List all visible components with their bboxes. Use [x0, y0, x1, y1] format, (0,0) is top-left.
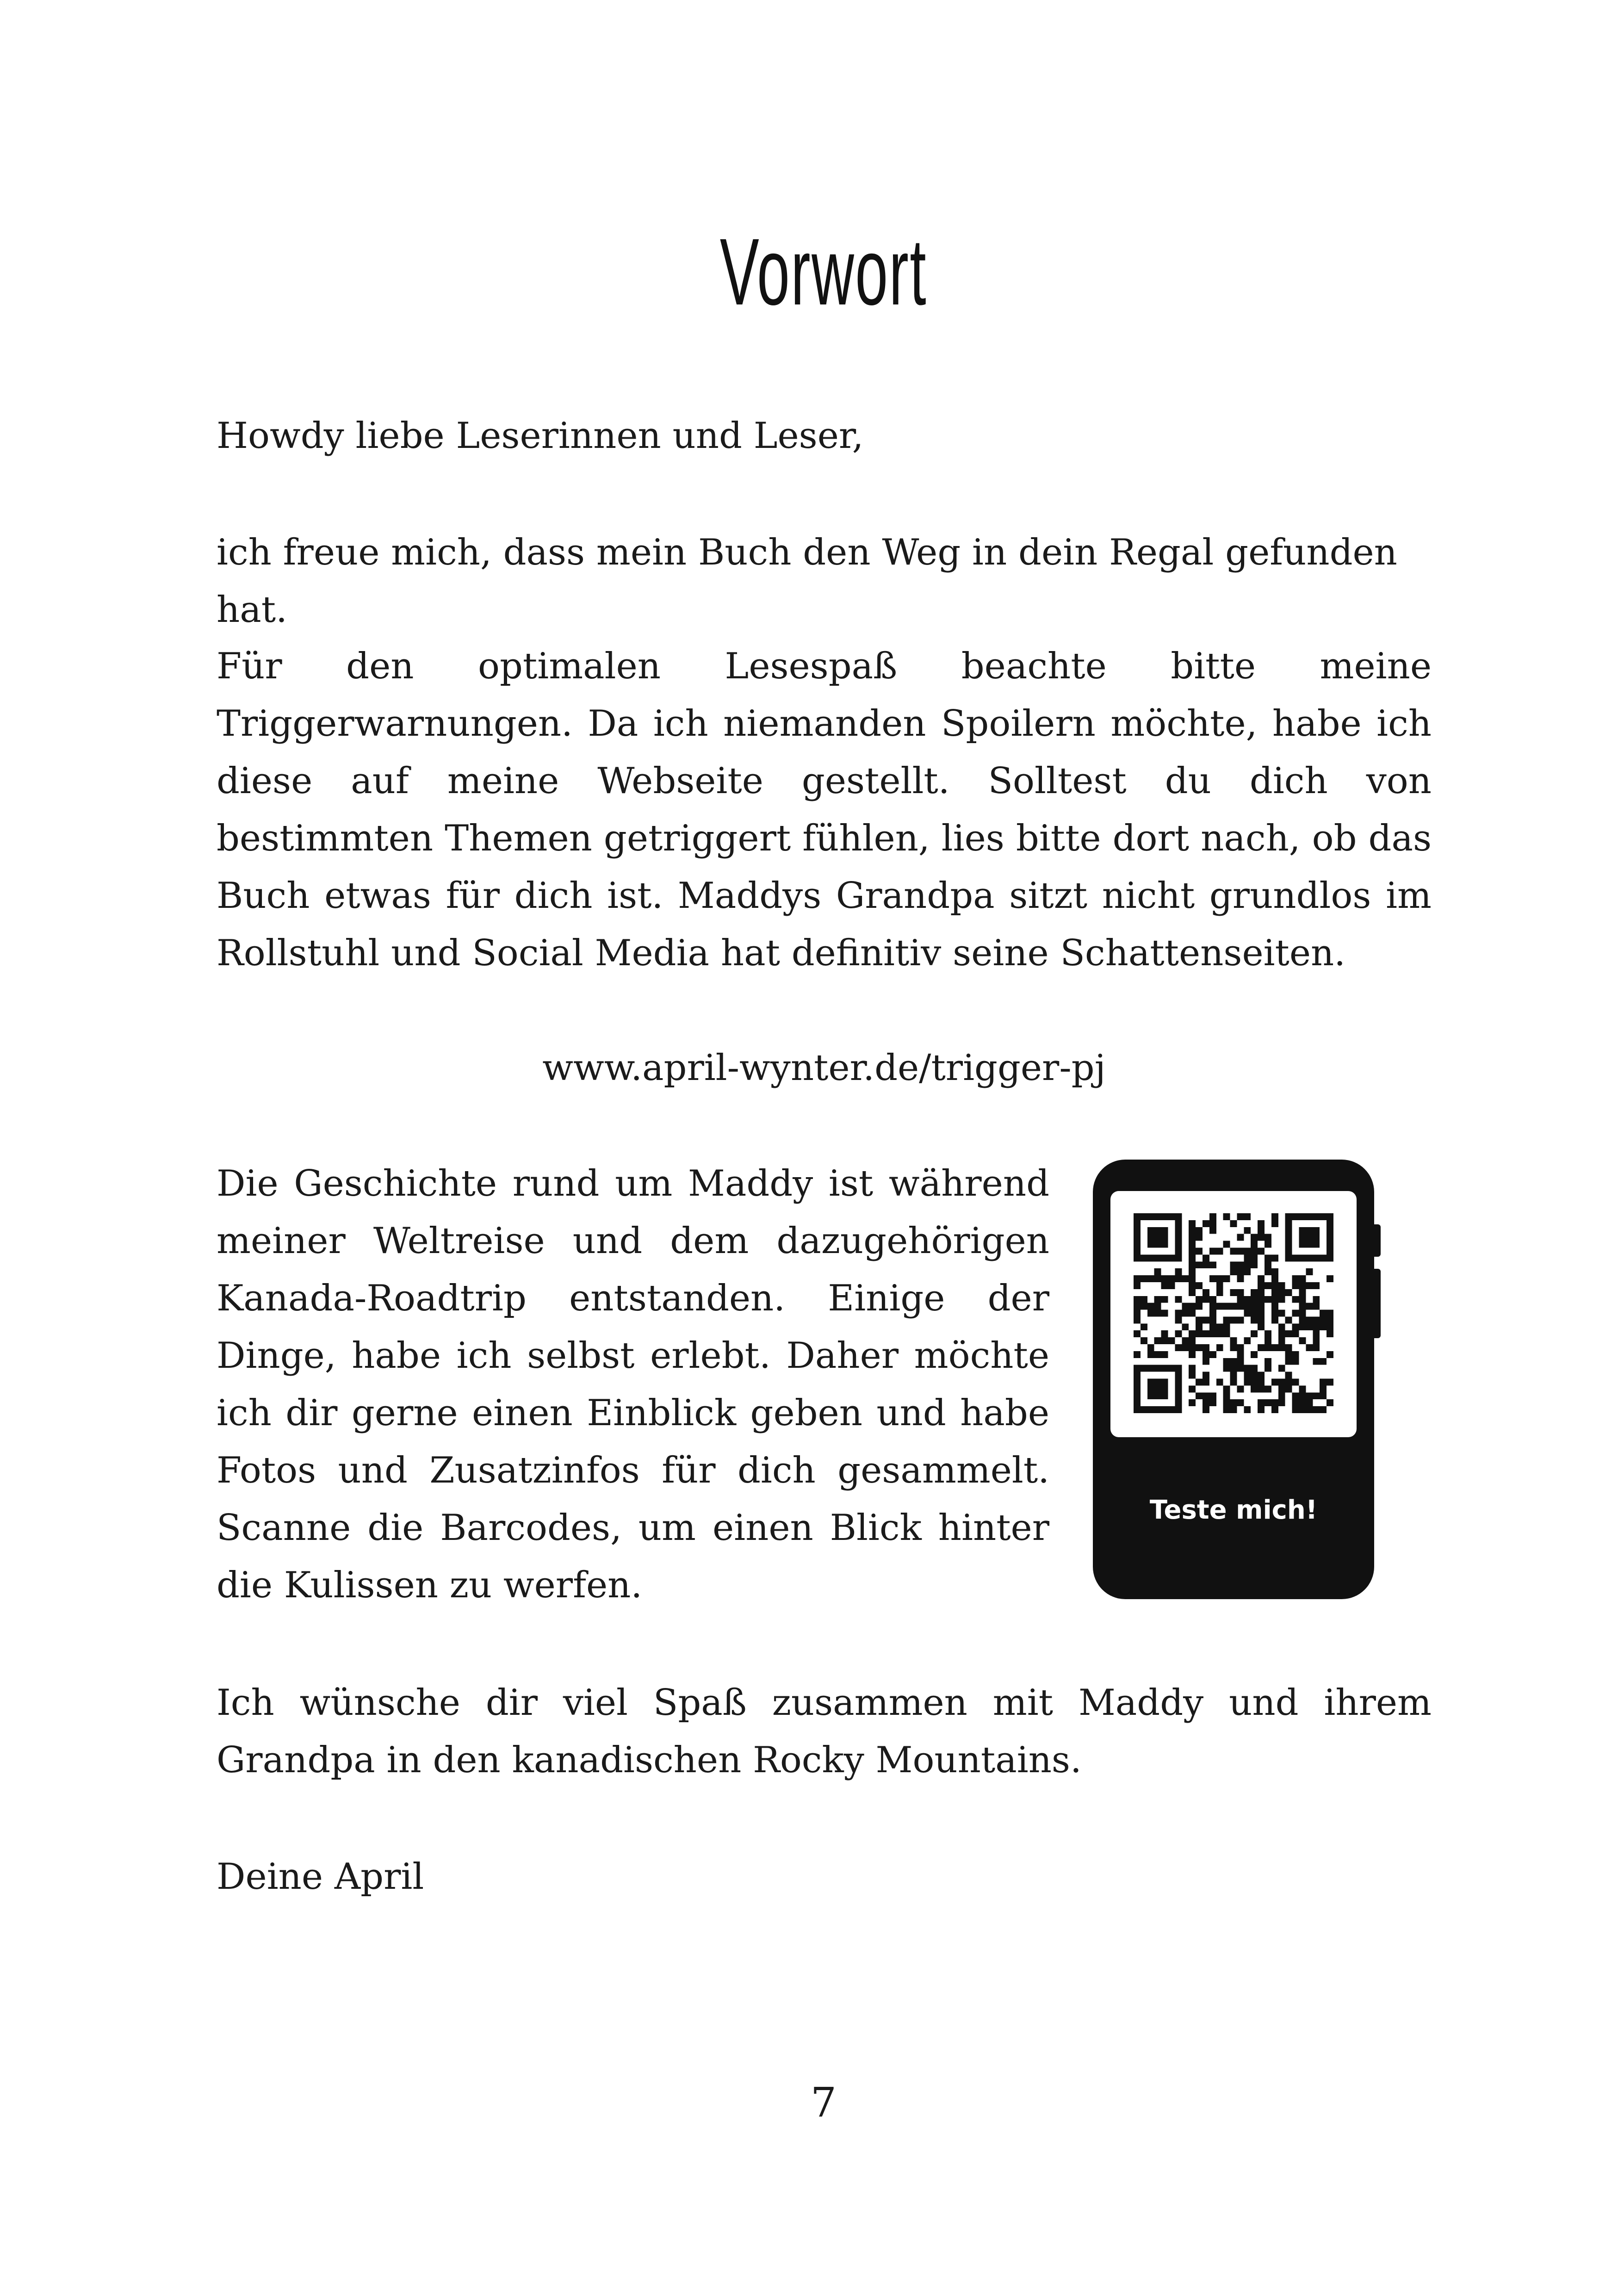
phone-qr-widget[interactable]	[1093, 1160, 1374, 1599]
story-paragraph: Die Geschichte rund um Maddy ist während meiner Weltreise und dem dazugehörigen Kanada-Roadtrip entstanden. Einige der Dinge, habe ich selbst erlebt. Daher möchte ich dir gerne einen Einblick geben und habe Fotos und Zusatzinfos für dich gesammelt. Scanne die Barcodes, um einen Blick hinter die Kulissen zu werfen.	[217, 1163, 1049, 1606]
intro-paragraph: ich freue mich, dass mein Buch den Weg in dein Regal gefunden hat.	[217, 532, 1397, 631]
trigger-url-link[interactable]: www.april-wynter.de/trigger-pj	[542, 1047, 1106, 1089]
phone-side-button	[1370, 1224, 1381, 1257]
qr-code-icon[interactable]	[1134, 1213, 1333, 1413]
phone-label: Teste mich!	[1149, 1495, 1318, 1525]
signature: Deine April	[217, 1856, 424, 1898]
closing-wish-paragraph: Ich wünsche dir viel Spaß zusammen mit Maddy und ihrem Grandpa in den kanadischen Rocky Mountains.	[217, 1682, 1432, 1781]
greeting-paragraph: Howdy liebe Leserinnen und Leser,	[217, 415, 864, 457]
page-number: 7	[811, 2079, 837, 2126]
trigger-warning-paragraph: Für den optimalen Lesespaß beachte bitte meine Triggerwarnungen. Da ich niemanden Spoilern möchte, habe ich diese auf meine Webseite gestellt. Solltest du dich von bestimmten Themen getriggert fühlen, lies bitte dort nach, ob das Buch etwas für dich ist. Maddys Grandpa sitzt nicht grundlos im Rollstuhl und Social Media hat definitiv seine Schattenseiten.	[217, 645, 1432, 974]
phone-screen	[1110, 1191, 1357, 1437]
phone-side-button	[1370, 1269, 1381, 1338]
page-title: Vorwort	[719, 219, 928, 325]
